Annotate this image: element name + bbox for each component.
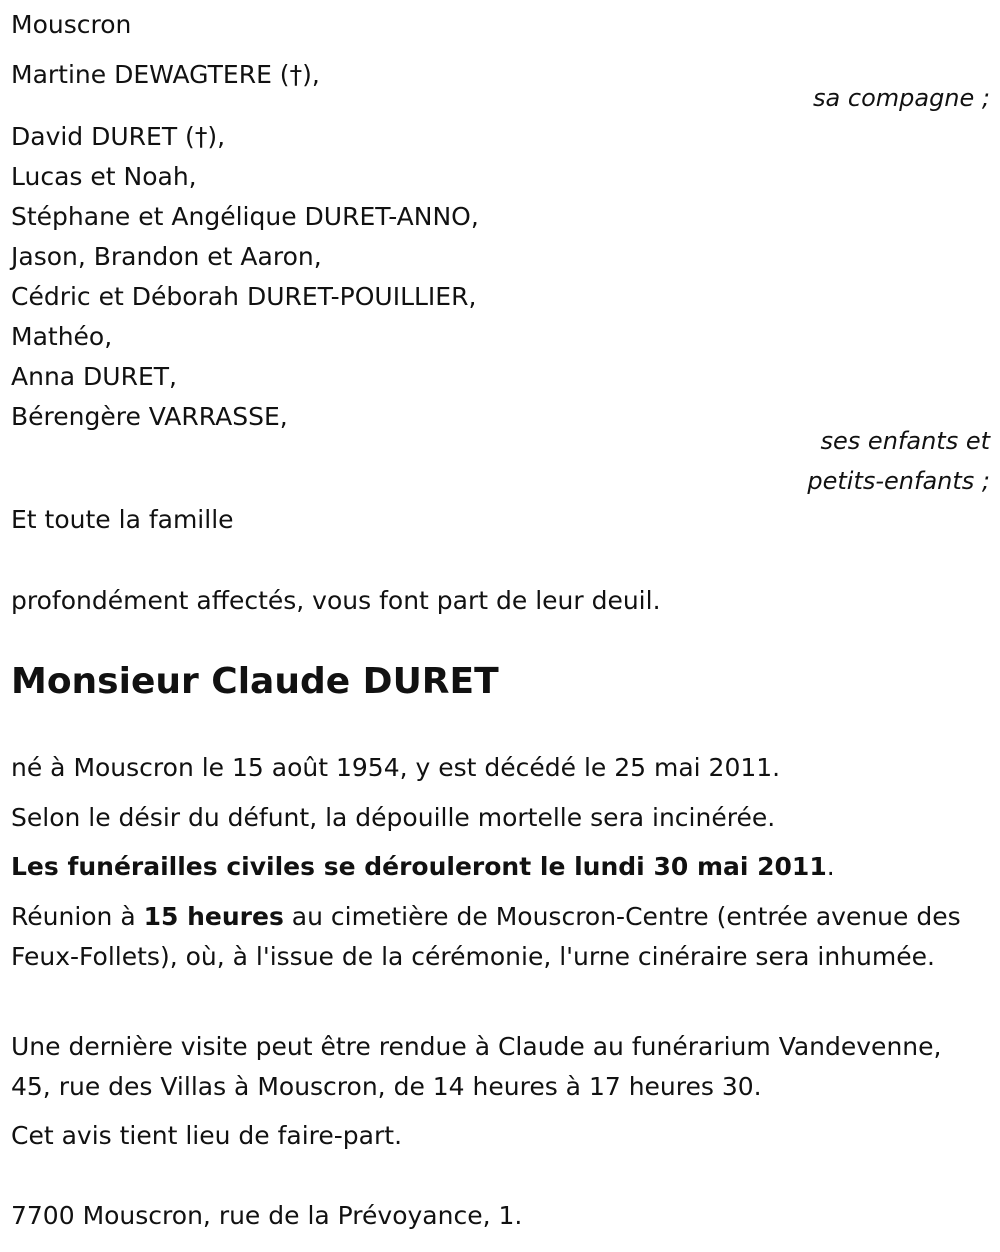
funeral-date-bold: Les funérailles civiles se dérouleront le lundi 30 mai 2011 [11,852,827,881]
all-family-line: Et toute la famille [11,505,234,534]
child-line: Lucas et Noah, [11,162,197,191]
meeting-time-bold: 15 heures [143,902,284,931]
meeting-rest: au cimetière de Mouscron-Centre (entrée avenue des Feux-Follets), où, à l'issue de la cérémonie, l'urne cinéraire sera inhumée. [11,902,961,971]
child-line: Jason, Brandon et Aaron, [11,242,322,271]
child-line: Anna DURET, [11,362,177,391]
meeting-paragraph [11,897,990,977]
children-role-line2: petits-enfants ; [807,467,990,495]
meeting-start: Réunion à [11,902,144,931]
deceased-name: Monsieur Claude DURET [11,661,499,702]
children-role-line1: ses enfants et [820,427,990,455]
funeral-date-end: . [826,852,835,881]
city-heading: Mouscron [11,10,132,39]
incineration-wish-line: Selon le désir du défunt, la dépouille mortelle sera incinérée. [11,803,776,832]
child-line: David DURET (†), [11,122,226,151]
partner-name: Martine DEWAGTERE (†), [11,60,320,89]
notice-line: Cet avis tient lieu de faire-part. [11,1121,403,1150]
child-line: Stéphane et Angélique DURET-ANNO, [11,202,479,231]
visit-paragraph: Une dernière visite peut être rendue à Claude au funérarium Vandevenne, 45, rue des Villas à Mouscron, de 14 heures à 17 heures 30. [11,1032,942,1101]
child-line: Mathéo, [11,322,113,351]
partner-role: sa compagne ; [813,84,990,112]
funeral-date-line [11,847,835,887]
obituary-notice [11,0,990,1252]
address-line: 7700 Mouscron, rue de la Prévoyance, 1. [11,1201,523,1230]
birth-death-line: né à Mouscron le 15 août 1954, y est décédé le 25 mai 2011. [11,753,781,782]
child-line: Bérengère VARRASSE, [11,402,288,431]
child-line: Cédric et Déborah DURET-POUILLIER, [11,282,477,311]
announcement-line: profondément affectés, vous font part de leur deuil. [11,586,661,615]
